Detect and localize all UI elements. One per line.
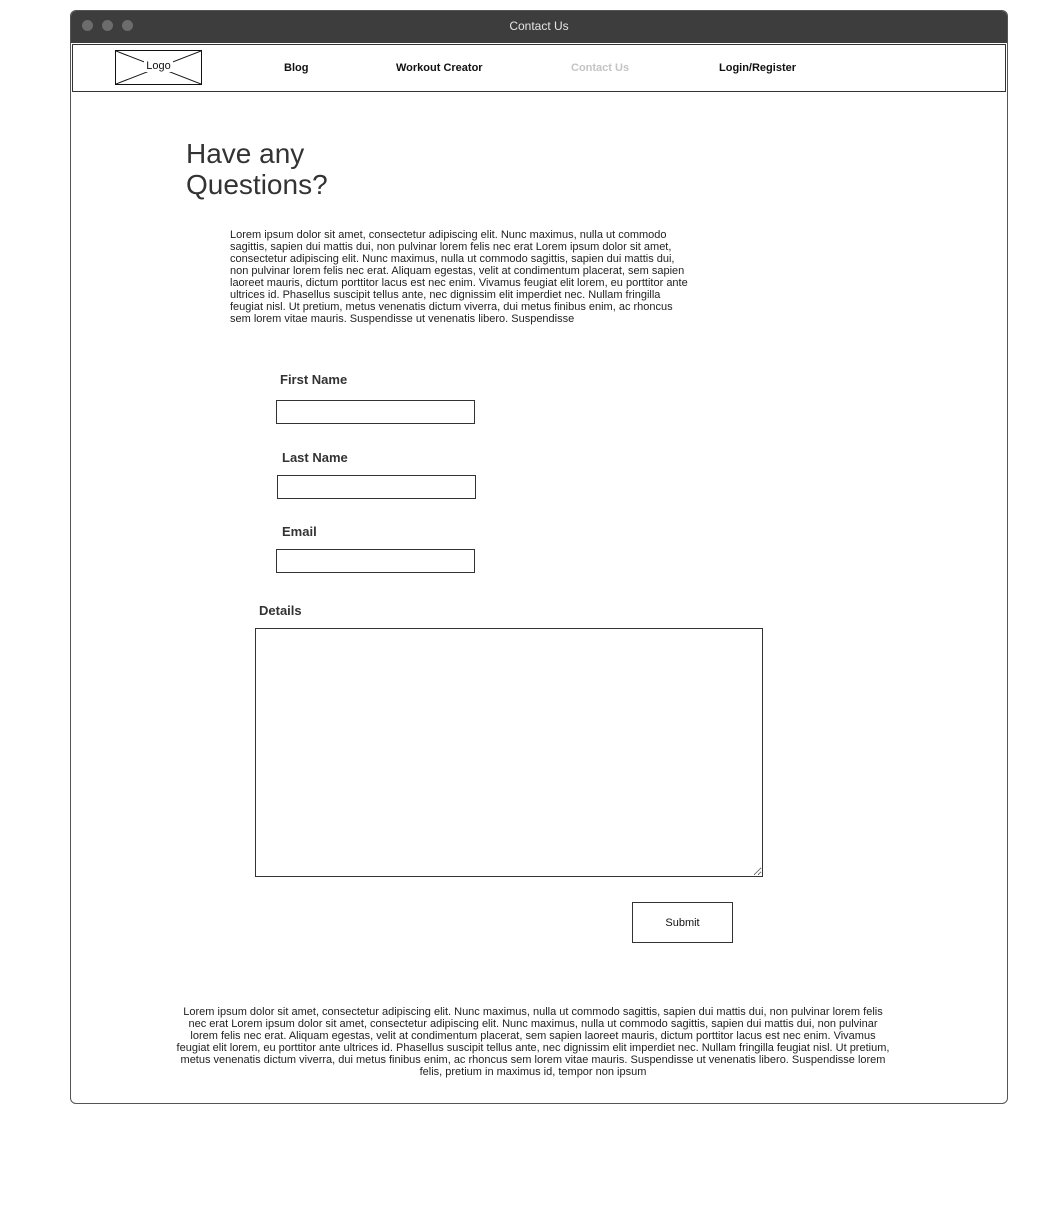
intro-text: Lorem ipsum dolor sit amet, consectetur adipiscing elit. Nunc maximus, nulla ut commodo sagittis, sapien dui mattis dui, non pulvinar lorem felis nec erat Lorem ipsum dolor sit amet, consectetur adipiscing elit. Nunc maximus, nulla ut commodo sagittis, sapien dui mattis dui, non pulvinar lorem felis nec erat. Aliquam egestas, velit at condimentum placerat, sem sapien laoreet mauris, dictum porttitor lacus est nec enim. Vivamus feugiat elit lorem, eu porttitor ante ultrices id. Phasellus suscipit tellus ante, nec dignissim elit imperdiet nec. Nullam fringilla feugiat nisl. Ut pretium, metus venenatis dictum viverra, dui metus finibus enim, ac rhoncus sem lorem vitae mauris. Suspendisse ut venenatis libero. Suspendisse	[230, 229, 688, 325]
nav-link-workout-creator[interactable]: Workout Creator	[396, 62, 483, 74]
navbar	[72, 44, 1006, 92]
page-title: Have any Questions?	[186, 138, 328, 200]
last-name-input[interactable]	[277, 475, 476, 499]
window-title: Contact Us	[509, 19, 569, 33]
browser-window	[70, 10, 1008, 1104]
last-name-label: Last Name	[282, 450, 348, 465]
first-name-input[interactable]	[276, 400, 475, 424]
footer-text: Lorem ipsum dolor sit amet, consectetur adipiscing elit. Nunc maximus, nulla ut commodo sagittis, sapien dui mattis dui, non pulvinar lorem felis nec erat Lorem ipsum dolor sit amet, consectetur adipiscing elit. Nunc maximus, nulla ut commodo sagittis, sapien dui mattis dui, non pulvinar lorem felis nec erat. Aliquam egestas, velit at condimentum placerat, sem sapien laoreet mauris, dictum porttitor lacus est nec enim. Vivamus feugiat elit lorem, eu porttitor ante ultrices id. Phasellus suscipit tellus ante, nec dignissim elit imperdiet nec. Nullam fringilla feugiat nisl. Ut pretium, metus venenatis dictum viverra, dui metus finibus enim, ac rhoncus sem lorem vitae mauris. Suspendisse ut venenatis libero. Suspendisse lorem felis, pretium in maximus id, tempor non ipsum	[176, 1006, 890, 1078]
nav-link-blog[interactable]: Blog	[284, 62, 309, 74]
submit-button[interactable]: Submit	[632, 902, 733, 943]
details-label: Details	[259, 603, 302, 618]
logo[interactable]	[115, 50, 202, 85]
first-name-label: First Name	[280, 372, 348, 387]
window-titlebar	[71, 11, 1007, 43]
details-textarea[interactable]	[255, 628, 763, 877]
nav-link-contact-us[interactable]: Contact Us	[571, 62, 630, 74]
logo-label: Logo	[146, 60, 171, 72]
email-input[interactable]	[276, 549, 475, 573]
email-label: Email	[282, 524, 317, 539]
nav-link-login-register[interactable]: Login/Register	[719, 62, 797, 74]
